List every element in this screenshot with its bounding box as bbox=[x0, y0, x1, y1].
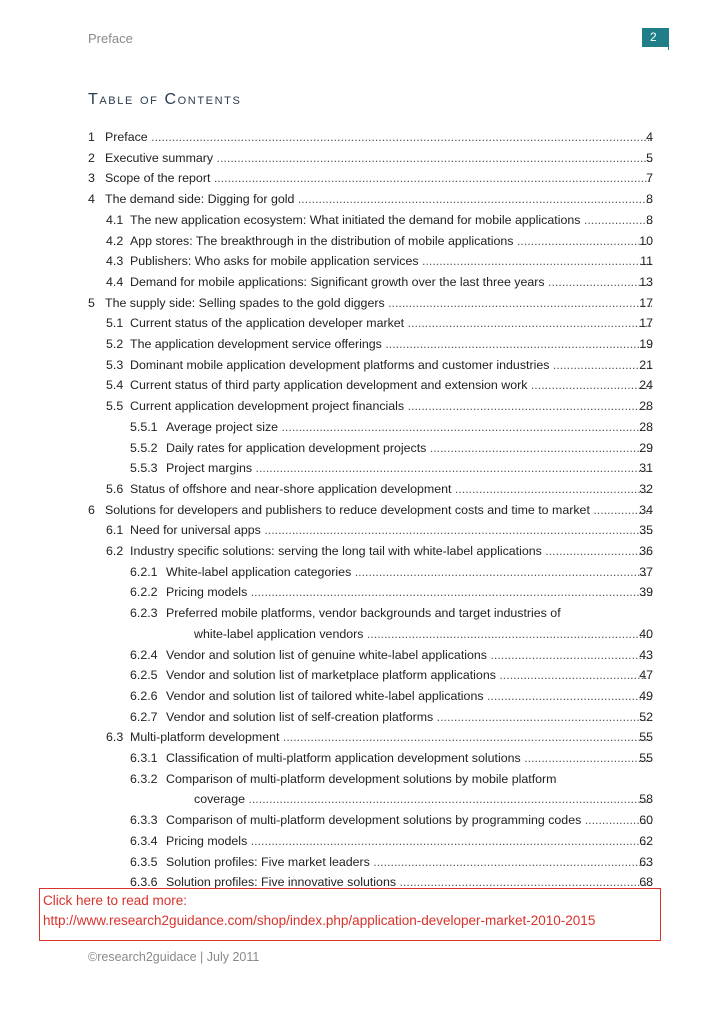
header-rule bbox=[668, 28, 669, 50]
toc-entry-title: Average project size ..... bbox=[166, 417, 652, 437]
toc-entry-number: 6.3.5 bbox=[130, 854, 158, 869]
toc-entry-title: Current status of the application developer market ..... bbox=[130, 313, 652, 333]
toc-entry[interactable]: 5.5.3 Project margins ..... 31 bbox=[0, 458, 728, 478]
toc-entry[interactable]: 5.2 The application development service offerings ..... 19 bbox=[0, 334, 728, 354]
toc-entry[interactable]: 4.4 Demand for mobile applications: Significant growth over the last three years ..... 13 bbox=[0, 272, 728, 292]
toc-entry-number: 6.3 bbox=[106, 730, 124, 745]
toc-entry[interactable]: 4.2 App stores: The breakthrough in the distribution of mobile applications ..... 10 bbox=[0, 231, 728, 251]
toc-entry-number: 1 bbox=[88, 130, 95, 144]
toc-entry-title: The new application ecosystem: What initiated the demand for mobile applications ..... bbox=[130, 210, 652, 230]
toc-entry-number: 5.6 bbox=[106, 481, 124, 496]
toc-entry[interactable]: 6.2 Industry specific solutions: serving the long tail with white-label applications ..... 36 bbox=[0, 541, 728, 561]
toc-entry-title: Vendor and solution list of self-creation platforms ..... bbox=[166, 707, 652, 727]
toc-entry-title: Solution profiles: Five market leaders ..... bbox=[166, 852, 652, 872]
toc-entry-number: 6.1 bbox=[106, 523, 124, 538]
read-more-label[interactable]: Click here to read more: bbox=[43, 893, 188, 908]
toc-entry[interactable] bbox=[0, 603, 728, 623]
toc-entry-title: The demand side: Digging for gold ..... bbox=[105, 189, 652, 209]
toc-entry[interactable]: 3 Scope of the report ..... 7 bbox=[0, 168, 728, 188]
toc-entry-title: Solutions for developers and publishers to reduce development costs and time to market ..... bbox=[105, 500, 652, 520]
toc-entry-number: 6.3.4 bbox=[130, 833, 158, 848]
toc-entry-title: Classification of multi-platform application development solutions ..... bbox=[166, 748, 652, 768]
toc-entry-title: Current application development project financials ..... bbox=[130, 396, 652, 416]
toc-entry[interactable]: 5.5.2 Daily rates for application development projects ..... 29 bbox=[0, 438, 728, 458]
toc-entry-continuation[interactable]: coverage ..... 58 bbox=[0, 789, 728, 809]
toc-entry-number: 5.5 bbox=[106, 399, 124, 414]
toc-entry-title: Need for universal apps ..... bbox=[130, 520, 652, 540]
toc-entry[interactable]: 5.1 Current status of the application developer market ..... 17 bbox=[0, 313, 728, 333]
toc-entry[interactable]: 2 Executive summary ..... 5 bbox=[0, 148, 728, 168]
toc-entry-title: The supply side: Selling spades to the gold diggers ..... bbox=[105, 293, 652, 313]
toc-entry-title: Comparison of multi-platform development solutions by mobile platform bbox=[166, 771, 557, 786]
toc-entry-title: Demand for mobile applications: Significant growth over the last three years ..... bbox=[130, 272, 652, 292]
toc-entry-title: Preferred mobile platforms, vendor backgrounds and target industries of bbox=[166, 606, 561, 621]
header-title: Preface bbox=[88, 31, 133, 46]
toc-entry-number: 5.2 bbox=[106, 337, 124, 351]
toc-entry-number: 5.1 bbox=[106, 316, 124, 331]
toc-entry-number: 4.4 bbox=[106, 274, 124, 289]
toc-entry-number: 4.3 bbox=[106, 254, 124, 269]
toc-entry-number: 6.3.6 bbox=[130, 875, 158, 890]
toc-entry-number: 6.2.6 bbox=[130, 688, 158, 703]
toc-entry-number: 4.1 bbox=[106, 212, 124, 227]
toc-entry-title: Scope of the report ..... bbox=[105, 168, 652, 188]
toc-entry-number: 4.2 bbox=[106, 233, 124, 248]
toc-entry[interactable]: 6.2.1 White-label application categories ..... 37 bbox=[0, 562, 728, 582]
toc-entry-title: Dominant mobile application development platforms and customer industries ..... bbox=[130, 355, 652, 375]
toc-entry-continuation[interactable]: white-label application vendors ..... 40 bbox=[0, 624, 728, 644]
toc-entry-title: Pricing models ..... bbox=[166, 582, 652, 602]
toc-entry-title-continuation: coverage ..... bbox=[194, 789, 652, 809]
toc-entry[interactable]: 6.2.5 Vendor and solution list of marketplace platform applications ..... 47 bbox=[0, 665, 728, 685]
toc-entry-number: 6 bbox=[88, 502, 95, 517]
toc-entry-number: 5.3 bbox=[106, 357, 124, 372]
toc-entry-title: Multi-platform development ..... bbox=[130, 727, 652, 747]
read-more-link[interactable] bbox=[39, 888, 661, 941]
toc-entry-title: Pricing models ..... bbox=[166, 831, 652, 851]
toc-entry[interactable]: 5.5.1 Average project size ..... 28 bbox=[0, 417, 728, 437]
toc-entry-title: Solution profiles: Five innovative solutions ..... bbox=[166, 872, 652, 892]
toc-entry-title: Status of offshore and near-shore application development ..... bbox=[130, 479, 652, 499]
toc-entry-number: 6.3.1 bbox=[130, 751, 158, 765]
page-number-badge: 2 bbox=[642, 28, 668, 47]
toc-entry-number: 6.2.3 bbox=[130, 606, 158, 621]
toc-entry-number: 6.2 bbox=[106, 544, 124, 558]
toc-entry-title: Current status of third party application development and extension work ..... bbox=[130, 375, 652, 395]
toc-entry-number: 6.3.2 bbox=[130, 771, 158, 786]
toc-entry-number: 5.5.3 bbox=[130, 461, 158, 476]
toc-entry[interactable]: 1 Preface ..... 4 bbox=[0, 127, 728, 147]
toc-entry-number: 3 bbox=[88, 171, 95, 186]
toc-entry[interactable]: 6.1 Need for universal apps ..... 35 bbox=[0, 520, 728, 540]
toc-entry-number: 6.3.3 bbox=[130, 813, 158, 828]
toc-entry-title: White-label application categories ..... bbox=[166, 562, 652, 582]
toc-entry[interactable]: 6.2.2 Pricing models ..... 39 bbox=[0, 582, 728, 602]
toc-entry-number: 6.2.4 bbox=[130, 647, 158, 662]
toc-entry-number: 4 bbox=[88, 192, 95, 207]
toc-entry-title: Daily rates for application development projects ..... bbox=[166, 438, 652, 458]
toc-entry[interactable]: 6 Solutions for developers and publishers to reduce development costs and time to market ..... 34 bbox=[0, 500, 728, 520]
toc-entry-title: Comparison of multi-platform development solutions by programming codes ..... bbox=[166, 810, 652, 830]
toc-entry-number: 5.4 bbox=[106, 378, 124, 393]
toc-entry[interactable]: 6.3.1 Classification of multi-platform application development solutions ..... 55 bbox=[0, 748, 728, 768]
toc-entry-title: Preface ..... bbox=[105, 127, 652, 147]
toc-entry[interactable]: 6.3.4 Pricing models ..... 62 bbox=[0, 831, 728, 851]
toc-entry[interactable]: 6.3.6 Solution profiles: Five innovative solutions ..... 68 bbox=[0, 872, 728, 892]
toc-entry[interactable]: 6.2.4 Vendor and solution list of genuine white-label applications ..... 43 bbox=[0, 645, 728, 665]
toc-entry-title: The application development service offerings ..... bbox=[130, 334, 652, 354]
toc-entry-title: Vendor and solution list of genuine white-label applications ..... bbox=[166, 645, 652, 665]
toc-entry[interactable]: 5.6 Status of offshore and near-shore application development ..... 32 bbox=[0, 479, 728, 499]
toc-entry-number: 6.2.7 bbox=[130, 709, 158, 724]
toc-entry-number: 2 bbox=[88, 150, 95, 165]
toc-entry-title: Vendor and solution list of tailored white-label applications ..... bbox=[166, 686, 652, 706]
toc-entry[interactable]: 6.2.6 Vendor and solution list of tailored white-label applications ..... 49 bbox=[0, 686, 728, 706]
read-more-url[interactable]: http://www.research2guidance.com/shop/index.php/application-developer-market-2010-2015 bbox=[43, 913, 596, 928]
toc-entry-number: 6.2.5 bbox=[130, 668, 158, 683]
toc-entry-title: Project margins ..... bbox=[166, 458, 652, 478]
toc-entry[interactable]: 6.3.5 Solution profiles: Five market leaders ..... 63 bbox=[0, 852, 728, 872]
toc-entry[interactable]: 5.5 Current application development project financials ..... 28 bbox=[0, 396, 728, 416]
toc-entry-title: Vendor and solution list of marketplace platform applications ..... bbox=[166, 665, 652, 685]
toc-entry[interactable]: 4.3 Publishers: Who asks for mobile application services ..... 11 bbox=[0, 251, 728, 271]
toc-entry[interactable]: 6.2.7 Vendor and solution list of self-creation platforms ..... 52 bbox=[0, 707, 728, 727]
toc-entry-title-continuation: white-label application vendors ..... bbox=[194, 624, 652, 644]
toc-heading: Table of Contents bbox=[88, 91, 242, 108]
toc-entry[interactable]: 5.4 Current status of third party application development and extension work ..... 24 bbox=[0, 375, 728, 395]
toc-entry[interactable] bbox=[0, 769, 728, 789]
toc-entry-number: 5.5.1 bbox=[130, 419, 158, 434]
toc-entry[interactable]: 4.1 The new application ecosystem: What initiated the demand for mobile applications ..... 8 bbox=[0, 210, 728, 230]
page-footer: ©research2guidace | July 2011 bbox=[88, 950, 260, 964]
toc-entry-title: App stores: The breakthrough in the distribution of mobile applications ..... bbox=[130, 231, 652, 251]
toc-entry[interactable]: 6.3.3 Comparison of multi-platform development solutions by programming codes ..... 60 bbox=[0, 810, 728, 830]
toc-entry-title: Industry specific solutions: serving the long tail with white-label applications ..... bbox=[130, 541, 652, 561]
toc-entry-number: 5.5.2 bbox=[130, 440, 158, 455]
toc-entry-number: 6.2.2 bbox=[130, 585, 158, 600]
toc-entry-title: Publishers: Who asks for mobile application services ..... bbox=[130, 251, 652, 271]
toc-entry[interactable]: 6.3 Multi-platform development ..... 55 bbox=[0, 727, 728, 747]
toc-entry-number: 6.2.1 bbox=[130, 564, 158, 579]
toc-entry[interactable]: 5.3 Dominant mobile application development platforms and customer industries ..... 21 bbox=[0, 355, 728, 375]
toc-entry-title: Executive summary ..... bbox=[105, 148, 652, 168]
toc-entry[interactable]: 4 The demand side: Digging for gold ..... 8 bbox=[0, 189, 728, 209]
toc-entry-number: 5 bbox=[88, 295, 95, 310]
toc-entry[interactable]: 5 The supply side: Selling spades to the gold diggers ..... 17 bbox=[0, 293, 728, 313]
